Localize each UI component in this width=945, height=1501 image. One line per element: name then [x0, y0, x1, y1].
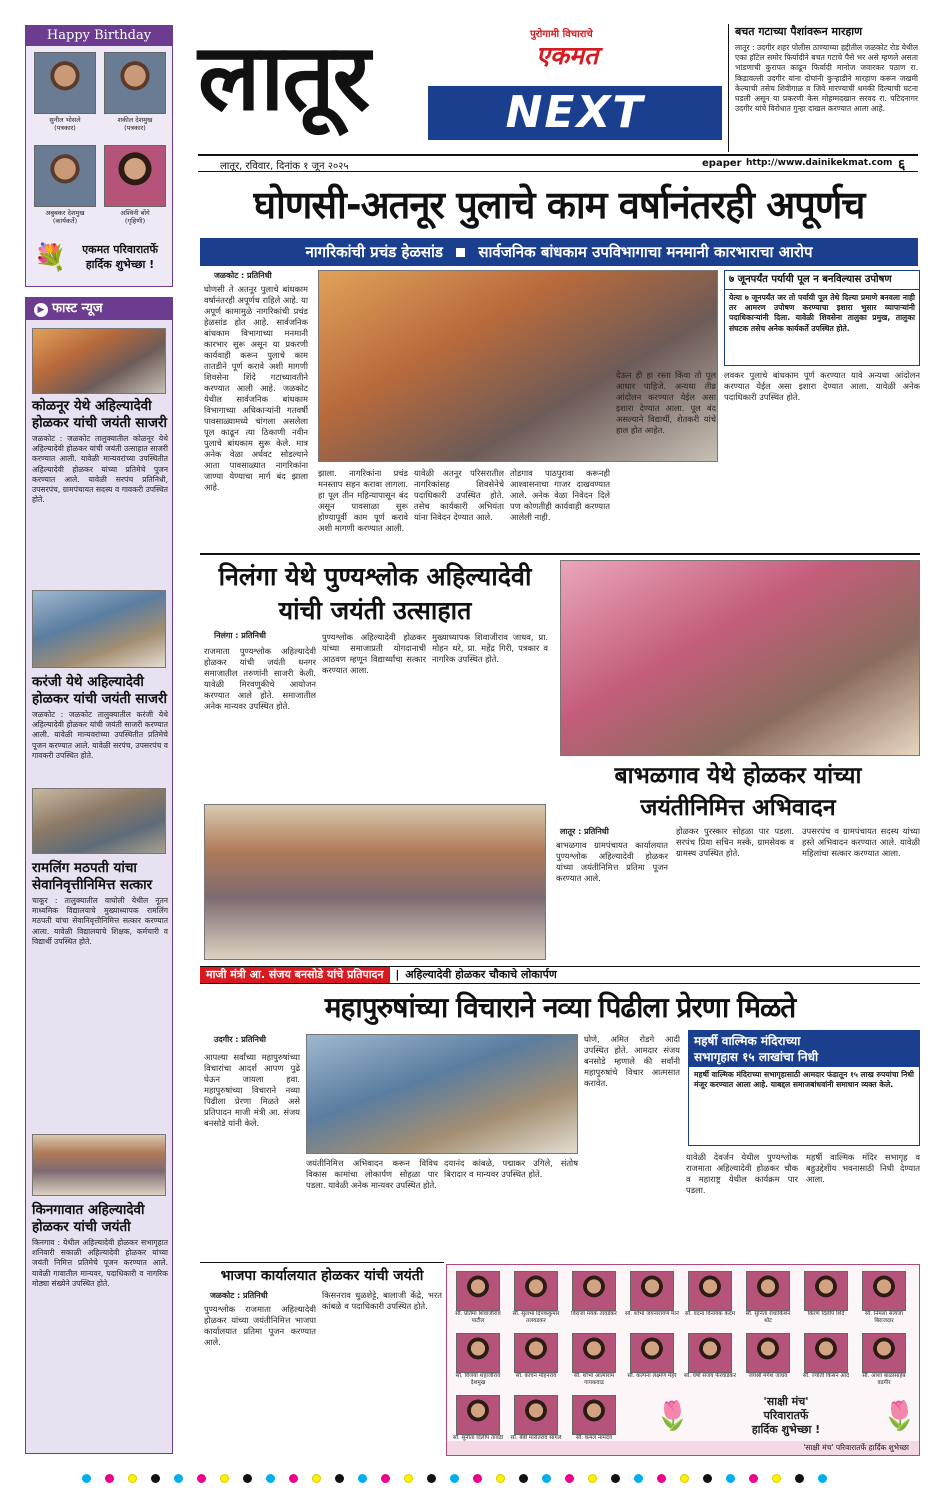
avatar — [688, 1333, 732, 1373]
avatar — [630, 1271, 674, 1311]
sakshi-wish: 'साक्षी मंच' परिवारातर्फे हार्दिक शुभेच्छा ! — [751, 1395, 821, 1436]
masthead — [198, 22, 718, 150]
announcement-strip — [200, 966, 920, 984]
strip-black: अहिल्यादेवी होळकर चौकाचे लोकार्पण — [405, 968, 557, 981]
avatar — [104, 145, 166, 207]
lead-column: तोडगाव पाठपुरावा करूनही आश्वासनाचा गाजर दाखवण्यात आले. अनेक वेळा निवेदन दिले पण कोणतीही कार्यवाही करण्यात आलेली नाही. — [510, 468, 610, 522]
nilanga-headline: निलंगा येथे पुण्यश्लोक अहिल्यादेवी यांची जयंती उत्साहात — [218, 562, 532, 625]
udgir-column: घोणे, अमित रोडगे आदी उपस्थित होते. आमदार संजय बनसोडे म्हणाले की सर्वांनी महापुरुषांचे विचार आत्मसात करावेत. — [584, 1034, 680, 1088]
news-headline: कोळनूर येथे अहिल्यादेवी होळकर यांची जयंती साजरी — [32, 398, 168, 431]
birthday-name: सुनील भोसले (पत्रकार) — [49, 116, 81, 132]
registration-dot — [473, 1474, 482, 1483]
portrait — [567, 1271, 621, 1325]
nilanga-column: मुख्याध्यापक शिवाजीराव जाधव, प्रा. मोहन थरे, प्रा. महेंद्र गिरी, पत्रकार व नागरिक उपस्थित होते. — [432, 632, 548, 664]
portrait — [683, 1271, 737, 1325]
portrait-caption: सौ. निमला सत्यजा बिराजदार — [865, 1311, 903, 1324]
news-photo — [32, 328, 166, 394]
masthead-tagline: पुरोगामी विचाराचे — [530, 29, 593, 40]
strip-separator: | — [395, 968, 400, 981]
registration-dot — [82, 1474, 91, 1483]
registration-dot — [749, 1474, 758, 1483]
avatar — [804, 1333, 848, 1373]
valmiki-box — [688, 1030, 920, 1146]
sakshi-manch-ad — [446, 1264, 920, 1456]
portrait-caption: सौ. वंदना विनायक कदम — [684, 1311, 736, 1317]
valmiki-column: महर्षी वाल्मिक मंदिर सभागृह व बहुउद्देशीय भवनासाठी निधी देण्यात आला. — [806, 1152, 920, 1184]
registration-dot — [450, 1474, 459, 1483]
registration-dot — [197, 1474, 206, 1483]
babhalgaon-column: होळकर पुरस्कार सोहळा पार पडला. सरपंच प्रिया सचिन मस्के, ग्रामसेवक व ग्रामस्थ उपस्थित होते. — [676, 826, 794, 858]
registration-dot — [772, 1474, 781, 1483]
portrait-caption: सौ. प्रतिमा शिवाजीराव पाटील — [455, 1311, 501, 1324]
portrait-caption: सौ. कांचन मोहनराव — [515, 1373, 557, 1379]
udgir-photo — [306, 1034, 578, 1154]
portrait-caption: सौ. सुनिता राधाकिशन थोट — [745, 1311, 791, 1324]
registration-dot — [657, 1474, 666, 1483]
lead-subhead-bar — [200, 238, 918, 266]
valmiki-headline: महर्षी वाल्मिक मंदिराच्या सभागृहास १५ लाखांचा निधी — [689, 1031, 919, 1067]
ekmat-logo: एकमत — [536, 41, 599, 70]
avatar — [456, 1271, 500, 1311]
portrait — [799, 1333, 853, 1387]
udgir-byline: उदगीर : प्रतिनिधी — [214, 1035, 266, 1044]
udgir-headline: महापुरुषांच्या विचाराने नव्या पिढीला प्रेरणा मिळते — [324, 991, 796, 1024]
story-body: लातूर : उदगीर शहर पोलीस ठाण्याच्या हद्दीतील जळकोट रोड येथील एका हॉटेल समोर फिर्यादीने बचत गटाचे पैसे भर असे म्हणले असता भांडणाची कुरापत काढून फिर्यादी मानोज जवारकर पठाण रा. किडावल्ली उदगीर यांना दोघांनी कुऱ्हाडीने मारहाण करून जखमी केल्याची तसेच शिवीगाळ व जिवे मारण्याची धमकी दिल्याची घटना घडली असून या प्रकरणी केस मोहम्मदखान सरवद रा. पटिदनागर उदगीर यांचे विरोधात गुन्हा दाखल करण्यात आला आहे. — [735, 43, 918, 114]
news-body: चाकूर : तालुक्यातील वाघोली येथील नूतन माध्यमिक विद्यालयाचे मुख्याध्यापक रामलिंग मठपती यांचा सेवानिवृत्तीनिमित्त सत्कार करण्यात आला. यावेळी विद्यालयाचे शिक्षक, कर्मचारी व विद्यार्थी उपस्थित होते. — [32, 896, 168, 946]
sakshi-wish-box — [655, 1395, 917, 1439]
registration-dot — [427, 1474, 436, 1483]
news-photo — [32, 788, 166, 854]
news-headline: रामलिंग मठपती यांचा सेवानिवृत्तीनिमित्त सत्कार — [32, 860, 153, 893]
babhalgaon-byline: लातूर : प्रतिनिधी — [560, 827, 609, 836]
avatar — [34, 145, 96, 207]
registration-dot — [680, 1474, 689, 1483]
portrait — [567, 1333, 621, 1387]
registration-dot — [565, 1474, 574, 1483]
registration-dot — [496, 1474, 505, 1483]
bjp-column: पुण्यश्लोक राजमाता अहिल्यादेवी होळकर यांच्या जयंतीनिमित्त भाजपा कार्यालयात प्रतिमा पूजन करण्यात आले. — [204, 1304, 316, 1347]
registration-dot — [243, 1474, 252, 1483]
avatar — [514, 1333, 558, 1373]
nilanga-photo — [560, 560, 920, 756]
avatar — [572, 1333, 616, 1373]
avatar — [630, 1333, 674, 1373]
page-number: ६ — [898, 157, 906, 173]
registration-dot — [703, 1474, 712, 1483]
bjp-headline: भाजपा कार्यालयात होळकर यांची जयंती — [220, 1268, 424, 1284]
registration-dot — [289, 1474, 298, 1483]
portrait-caption: विराजा मयंक तावडेकर — [571, 1311, 617, 1317]
registration-dot — [312, 1474, 321, 1483]
birthday-name: अबुबकर देशमुख (कार्यकर्ते) — [45, 209, 85, 225]
epaper-label: epaper — [702, 158, 742, 169]
avatar — [34, 52, 96, 114]
portrait — [625, 1333, 679, 1387]
registration-dot — [128, 1474, 137, 1483]
avatar — [862, 1271, 906, 1311]
masthead-title: लातूर — [198, 24, 369, 131]
portrait — [799, 1271, 853, 1325]
portrait — [451, 1271, 505, 1325]
website-link[interactable]: http://www.dainikekmat.com — [746, 158, 893, 168]
udgir-column: आपल्या सर्वांच्या महापुरुषांच्या विचारांचा आदर्श आपण पुढे घेऊन जायला हवा. महापुरुषांच्या विचाराने नव्या पिढीला प्रेरणा मिळते असे प्रतिपादन माजी मंत्री आ. संजय बनसोडे यांनी केले. — [204, 1052, 300, 1128]
portrait — [857, 1333, 911, 1387]
next-logo: NEXT — [428, 86, 722, 140]
registration-dot — [542, 1474, 551, 1483]
registration-dot — [105, 1474, 114, 1483]
registration-dot — [404, 1474, 413, 1483]
news-body: जळकोट : जळकोट तालुक्यातील कोळनूर येथे अहिल्यादेवी होळकर यांची जयंती उत्साहात साजरी करण्यात आली. यावेळी मान्यवरांच्या उपस्थितीत अहिल्यादेवी होळकर यांच्या प्रतिमेचे पूजन करण्यात आले. यावेळी सरपंच प्रतिनिधी, उपसरपंच, ग्रामपंचायत सदस्य व गावकरी उपस्थित होते. — [32, 434, 168, 505]
registration-dot — [358, 1474, 367, 1483]
divider — [200, 1262, 444, 1263]
tulip-icon: 🌷 — [882, 1399, 917, 1432]
portrait — [857, 1271, 911, 1325]
news-photo — [32, 1134, 166, 1196]
story-headline: बचत गटाच्या पैशांवरून मारहाण — [735, 25, 863, 38]
birthday-name: शकील देशमुख (पत्रकार) — [117, 116, 153, 132]
portrait — [509, 1271, 563, 1325]
avatar — [104, 52, 166, 114]
nilanga-byline: निलंगा : प्रतिनिधी — [214, 631, 266, 640]
lead-column: यावेळी अतनूर परिसरातील नागरिकांसह शिवसेनेचे पदाधिकारी उपस्थित होते. तसेच कार्यकारी अभियंता यांना निवेदन देण्यात आले. — [414, 468, 504, 522]
portrait — [741, 1333, 795, 1387]
valmiki-lede: महर्षी वाल्मिक मंदिराच्या सभागृहासाठी आमदार फंडातून १५ लाख रुपयांचा निधी मंजूर करण्यात आला आहे. याबद्दल समाजबांधवांनी समाधान व्यक्त केले. — [694, 1070, 914, 1090]
avatar — [804, 1271, 848, 1311]
lead-subhead-left: नागरिकांची प्रचंड हेळसांड — [305, 243, 443, 261]
registration-dot — [588, 1474, 597, 1483]
registration-dot — [381, 1474, 390, 1483]
avatar — [688, 1271, 732, 1311]
portrait-caption: सौ. सुनीता दिलीप तावडी — [452, 1435, 504, 1441]
registration-dot — [726, 1474, 735, 1483]
avatar — [456, 1333, 500, 1373]
lead-column: देऊन ही हा रस्ता किंवा तो पूल आधार पाहिजे. अन्यथा तीव्र आंदोलन करण्यात येईल असा इशारा देण्यात आला. पूल बंद असल्याने विद्यार्थी, शेतकरी यांचे हाल होत आहेत. — [616, 370, 716, 435]
avatar — [514, 1271, 558, 1311]
lead-box — [724, 270, 920, 366]
news-headline: करंजी येथे अहिल्यादेवी होळकर यांची जयंती साजरी — [32, 674, 168, 707]
nilanga-column: राजमाता पुण्यश्लोक अहिल्यादेवी होळकर यांची जयंती धनगर समाजातील तरुणांनी साजरी केली. यावेळी मिरवणुकीचे आयोजन करण्यात आले होते. समाजातील अनेक मान्यवर उपस्थित होते. — [204, 646, 316, 711]
portrait-caption: किरण दिलीप शिंदे — [807, 1311, 845, 1317]
avatar — [746, 1271, 790, 1311]
news-body: जळकोट : जळकोट तालुक्यातील करंजी येथे अहिल्यादेवी होळकर यांची जयंती साजरी करण्यात आली. यावेळी मान्यवरांच्या उपस्थितीत प्रतिमेचे पूजन करण्यात आले. यावेळी सरपंच, उपसरपंच व गावकरी उपस्थित होते. — [32, 710, 168, 760]
dateline: लातूर, रविवार, दिनांक १ जून २०२५ — [220, 161, 349, 172]
portrait-caption: सौ. कल्पना लक्ष्मण मेहेरे — [627, 1373, 677, 1379]
news-headline: किनगावात अहिल्यादेवी होळकर यांची जयंती — [32, 1202, 145, 1235]
lead-box-headline: ७ जूनपर्यंत पर्यायी पूल न बनविल्यास उपोषण — [725, 271, 919, 290]
registration-dot — [634, 1474, 643, 1483]
lead-byline: जळकोट : प्रतिनिधी — [214, 271, 272, 280]
news-photo — [32, 590, 166, 668]
portrait-caption: सौ. सुलभा दिपककुमार तलवडकर — [512, 1311, 560, 1324]
bullet-square-icon — [456, 248, 465, 257]
valmiki-column: यावेळी देवर्जन येथील पुण्यश्लोक राजमाता अहिल्यादेवी होळकर चौक व महाराष्ट्र येथील कार्यक्रम पार पडला. — [686, 1152, 798, 1195]
portrait-caption: सौ. आशा बाळासाहेब वडगीर — [862, 1373, 906, 1386]
portrait-caption: सौ. बेबी मारोतराव सांगले — [510, 1435, 562, 1441]
fast-news-heading: ▶ फास्ट न्यूज — [26, 298, 172, 320]
sakshi-footer: 'साक्षी मंच' परिवारातर्फे हार्दिक शुभेच्छा — [447, 1441, 919, 1455]
portrait-caption: सौ. ज्योती किसन आदे — [802, 1373, 850, 1379]
babhalgaon-column: उपसरपंच व ग्रामपंचायत सदस्य यांच्या हस्ते अभिवादन करण्यात आले. यावेळी महिलांचा सत्कार करण्यात आला. — [802, 826, 920, 858]
portrait — [683, 1333, 737, 1387]
portrait — [509, 1333, 563, 1387]
registration-dot — [220, 1474, 229, 1483]
news-body: किनगाव : येथील अहिल्यादेवी होळकर सभागृहात शनिवारी सकाळी अहिल्यादेवी होळकर यांच्या जयंती निमित्त प्रतिमेचे पूजन करण्यात आले. यावेळी गावातील मान्यवर, पदाधिकारी व नागरिक मोठ्या संख्येने उपस्थित होते. — [32, 1238, 168, 1288]
divider — [200, 553, 920, 555]
dateline-bar — [198, 154, 918, 172]
tulip-icon: 🌷 — [655, 1399, 690, 1432]
fast-news-panel — [25, 297, 173, 1454]
registration-dot — [174, 1474, 183, 1483]
babhalgaon-column: बाभळगाव ग्रामपंचायत कार्यालयात पुण्यश्लोक अहिल्यादेवी होळकर यांच्या जयंतीनिमित्त प्रतिमा पूजन करण्यात आले. — [556, 840, 668, 883]
udgir-column: जयंतीनिमित्त अभिवादन करून विविध विकास कामांचा लोकार्पण सोहळा पार पडला. यावेळी अनेक मान्यवर उपस्थित होते. — [306, 1158, 438, 1190]
portrait-caption: सौ. वर्षा संजय फेरवाडकर — [683, 1373, 737, 1379]
registration-dot — [335, 1474, 344, 1483]
avatar — [862, 1333, 906, 1373]
avatar — [746, 1333, 790, 1373]
portrait-caption: सौ. शोभा आत्माराम गायकवाड — [573, 1373, 615, 1386]
strip-red: माजी मंत्री आ. संजय बनसोडे यांचे प्रतिपादन — [200, 967, 390, 983]
lead-box-body: येत्या ७ जूनपर्यंत जर तो पर्यायी पूल तेथे दिल्या प्रमाणे बनवला नाही तर आमरण उपोषण करण्याचा इशारा भुसार व्यापाऱ्यांनी पदाधिकाऱ्यांनी दिला. यावेळी शिवसेना तालुका प्रमुख, तालुका संघटक तसेच अनेक कार्यकर्ते उपस्थित होते. — [729, 293, 915, 333]
birthday-heading: Happy Birthday — [26, 26, 172, 46]
registration-dot — [266, 1474, 275, 1483]
avatar — [572, 1271, 616, 1311]
avatar — [456, 1395, 500, 1435]
birthday-name: अश्विनी बोंगे (गृहिणी) — [120, 209, 150, 225]
lead-column: घोणसी ते अतनूर पुलाचे बांधकाम वर्षानंतरही अपूर्णच राहिले आहे. या अपूर्ण कामामुळे नागरिकांची प्रचंड हेळसांड होत आहे. सार्वजनिक बांधकाम विभागाच्या मनमानी कारभार सुरू असून या प्रकरणी कार्यवाही करून पुलाचे काम तातडीने पूर्ण करावे अशी मागणी शिवसेना शिंदे गटाच्यावतीने करण्यात आली आहे. जळकोट येथील सार्वजनिक बांधकाम विभागाच्या अधिकाऱ्यांनी गतवर्षी पावसाळ्यामध्ये चांगला असलेला पूल काढून त्या ठिकाणी नवीन पुलाचे बांधकाम सुरू केले. मात्र अनेक वेळा अर्धवट सोडल्याने आता पावसाळ्यात नागरिकांना जाण्या येण्याचा मार्ग बंद झाला आहे. — [204, 284, 308, 492]
bjp-column: किसनराव धुळशेट्टे, बालाजी केंद्रे, भरत कांबळे व पदाधिकारी उपस्थित होते. — [322, 1290, 442, 1311]
portrait — [741, 1271, 795, 1325]
portrait — [451, 1333, 505, 1387]
birthday-panel — [25, 25, 173, 287]
portrait-caption: सौ. कमल नामदेव — [576, 1435, 612, 1441]
portrait-caption: सौ. विजया शहाजीराव देशमुख — [455, 1373, 501, 1386]
top-right-story — [728, 24, 918, 152]
lead-column: झाला. नागरिकांना प्रचंड मनस्ताप सहन करावा लागला. हा पूल तीन महिन्यापासून बंद असून पावसाळा सुरू होण्यापूर्वी काम पूर्ण करावे अशी मागणी करण्यात आली. — [318, 468, 408, 533]
portrait-caption: सौ. शोभा जयनारायण माने — [625, 1311, 679, 1317]
registration-dot — [818, 1474, 827, 1483]
flower-bouquet-icon: 💐 — [34, 243, 67, 273]
bjp-byline: जळकोट : प्रतिनिधी — [210, 1291, 268, 1300]
udgir-column: दयानंद कांबळे, पद्माकर उगिले, संतोष बिरादार व मान्यवर उपस्थित होते. — [444, 1158, 578, 1179]
nilanga-group-photo — [204, 804, 546, 960]
lead-subhead-right: सार्वजनिक बांधकाम उपविभागाचा मनमानी कारभाराचा आरोप — [478, 243, 813, 261]
nilanga-column: पुण्यश्लोक अहिल्यादेवी होळकर यांच्या समाजाप्रती योगदानाची आठवण म्हणून विद्यार्थ्यांचा सत्कार करण्यात आला. — [322, 632, 426, 675]
pointer-icon: ▶ — [34, 303, 48, 317]
registration-dot — [795, 1474, 804, 1483]
portrait-caption: जयश्री मंगेश जाधव — [748, 1373, 788, 1379]
registration-dot — [611, 1474, 620, 1483]
babhalgaon-headline: बाभळगाव येथे होळकर यांच्या जयंतीनिमित्त अभिवादन — [614, 763, 862, 821]
avatar — [572, 1395, 616, 1435]
registration-marks — [82, 1468, 882, 1482]
avatar — [514, 1395, 558, 1435]
birthday-wish: एकमत परिवारातर्फे हार्दिक शुभेच्छा ! — [82, 243, 158, 271]
registration-dot — [151, 1474, 160, 1483]
lead-headline: घोणसी-अतनूर पुलाचे काम वर्षानंतरही अपूर्णच — [253, 183, 865, 227]
lead-column: लवकर पुलाचे बांधकाम पूर्ण करण्यात यावे अन्यथा आंदोलन करण्यात येईल असा इशारा देण्यात आला. यावेळी अनेक पदाधिकारी उपस्थित होते. — [724, 370, 920, 402]
portrait — [625, 1271, 679, 1325]
registration-dot — [519, 1474, 528, 1483]
